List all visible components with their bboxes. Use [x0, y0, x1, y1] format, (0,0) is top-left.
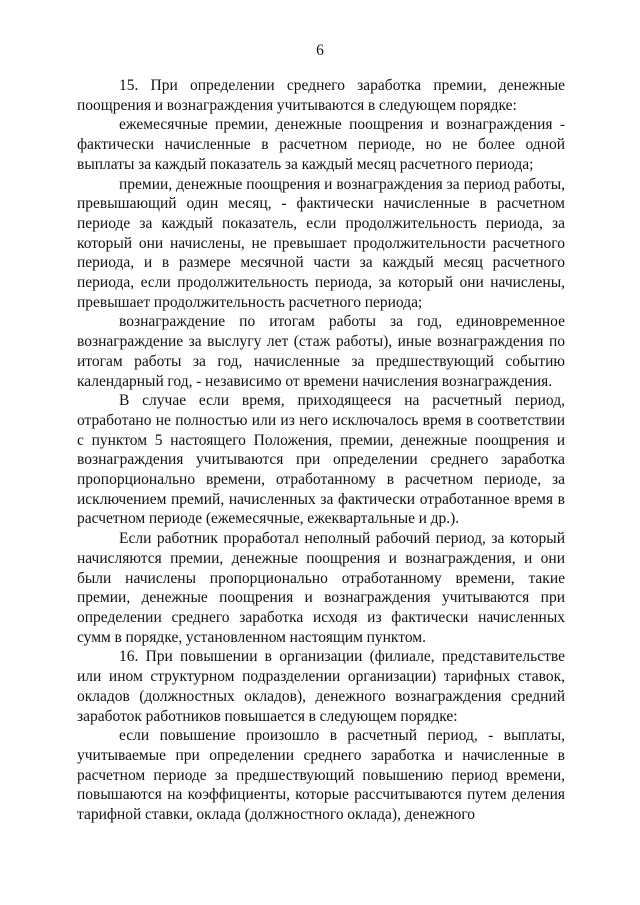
paragraph-annual-reward: вознаграждение по итогам работы за год, единовременное вознаграждение за выслугу лет (стаж работы), иные вознаграждения по итогам работы за год, начисленные за предшествующий событию календарный год, - независимо от времени начисления вознаграждения.: [77, 313, 565, 390]
page-number: 6: [316, 42, 324, 59]
paragraph-15-intro: 15. При определении среднего заработка премии, денежные поощрения и вознаграждения учитываются в следующем порядке:: [77, 77, 565, 114]
paragraph-monthly-bonuses: ежемесячные премии, денежные поощрения и вознаграждения - фактически начисленные в расчетном периоде, но не более одной выплаты за каждый показатель за каждый месяц расчетного периода;: [77, 116, 565, 173]
paragraph-16-intro: 16. При повышении в организации (филиале, представительстве или ином структурном подразделении организации) тарифных ставок, окладов (должностных окладов), денежного вознаграждения средний заработок работников повышается в следующем порядке:: [77, 648, 565, 725]
paragraph-incomplete-work-period: Если работник проработал неполный рабочий период, за который начисляются премии, денежные поощрения и вознаграждения, и они были начислены пропорционально отработанному времени, такие премии, денежные поощрения и вознаграждения учитываются при определении среднего заработка исходя из фактически начисленных сумм в порядке, установленном настоящим пунктом.: [77, 530, 565, 646]
paragraph-multi-month-bonuses: премии, денежные поощрения и вознаграждения за период работы, превышающий один месяц, - фактически начисленные в расчетном периоде за каждый показатель, если продолжительность периода, за который они начислены, не превышает продолжительности расчетного периода, и в размере месячной части за каждый месяц расчетного периода, если продолжительность периода, за который они начислены, превышает продолжительность расчетного периода;: [77, 175, 565, 311]
paragraph-increase-in-period: если повышение произошло в расчетный период, - выплаты, учитываемые при определении среднего заработка и начисленные в расчетном периоде за предшествующий повышению период времени, повышаются на коэффициенты, которые рассчитываются путем деления тарифной ставки, оклада (должностного оклада), денежного: [77, 727, 565, 824]
paragraph-partial-period: В случае если время, приходящееся на расчетный период, отработано не полностью или из него исключалось время в соответствии с пунктом 5 настоящего Положения, премии, денежные поощрения и вознаграждения учитываются при определении среднего заработка пропорционально времени, отработанному в расчетном периоде, за исключением премий, начисленных за фактически отработанное время в расчетном периоде (ежемесячные, ежеквартальные и др.).: [77, 392, 565, 528]
document-body: [77, 76, 565, 825]
